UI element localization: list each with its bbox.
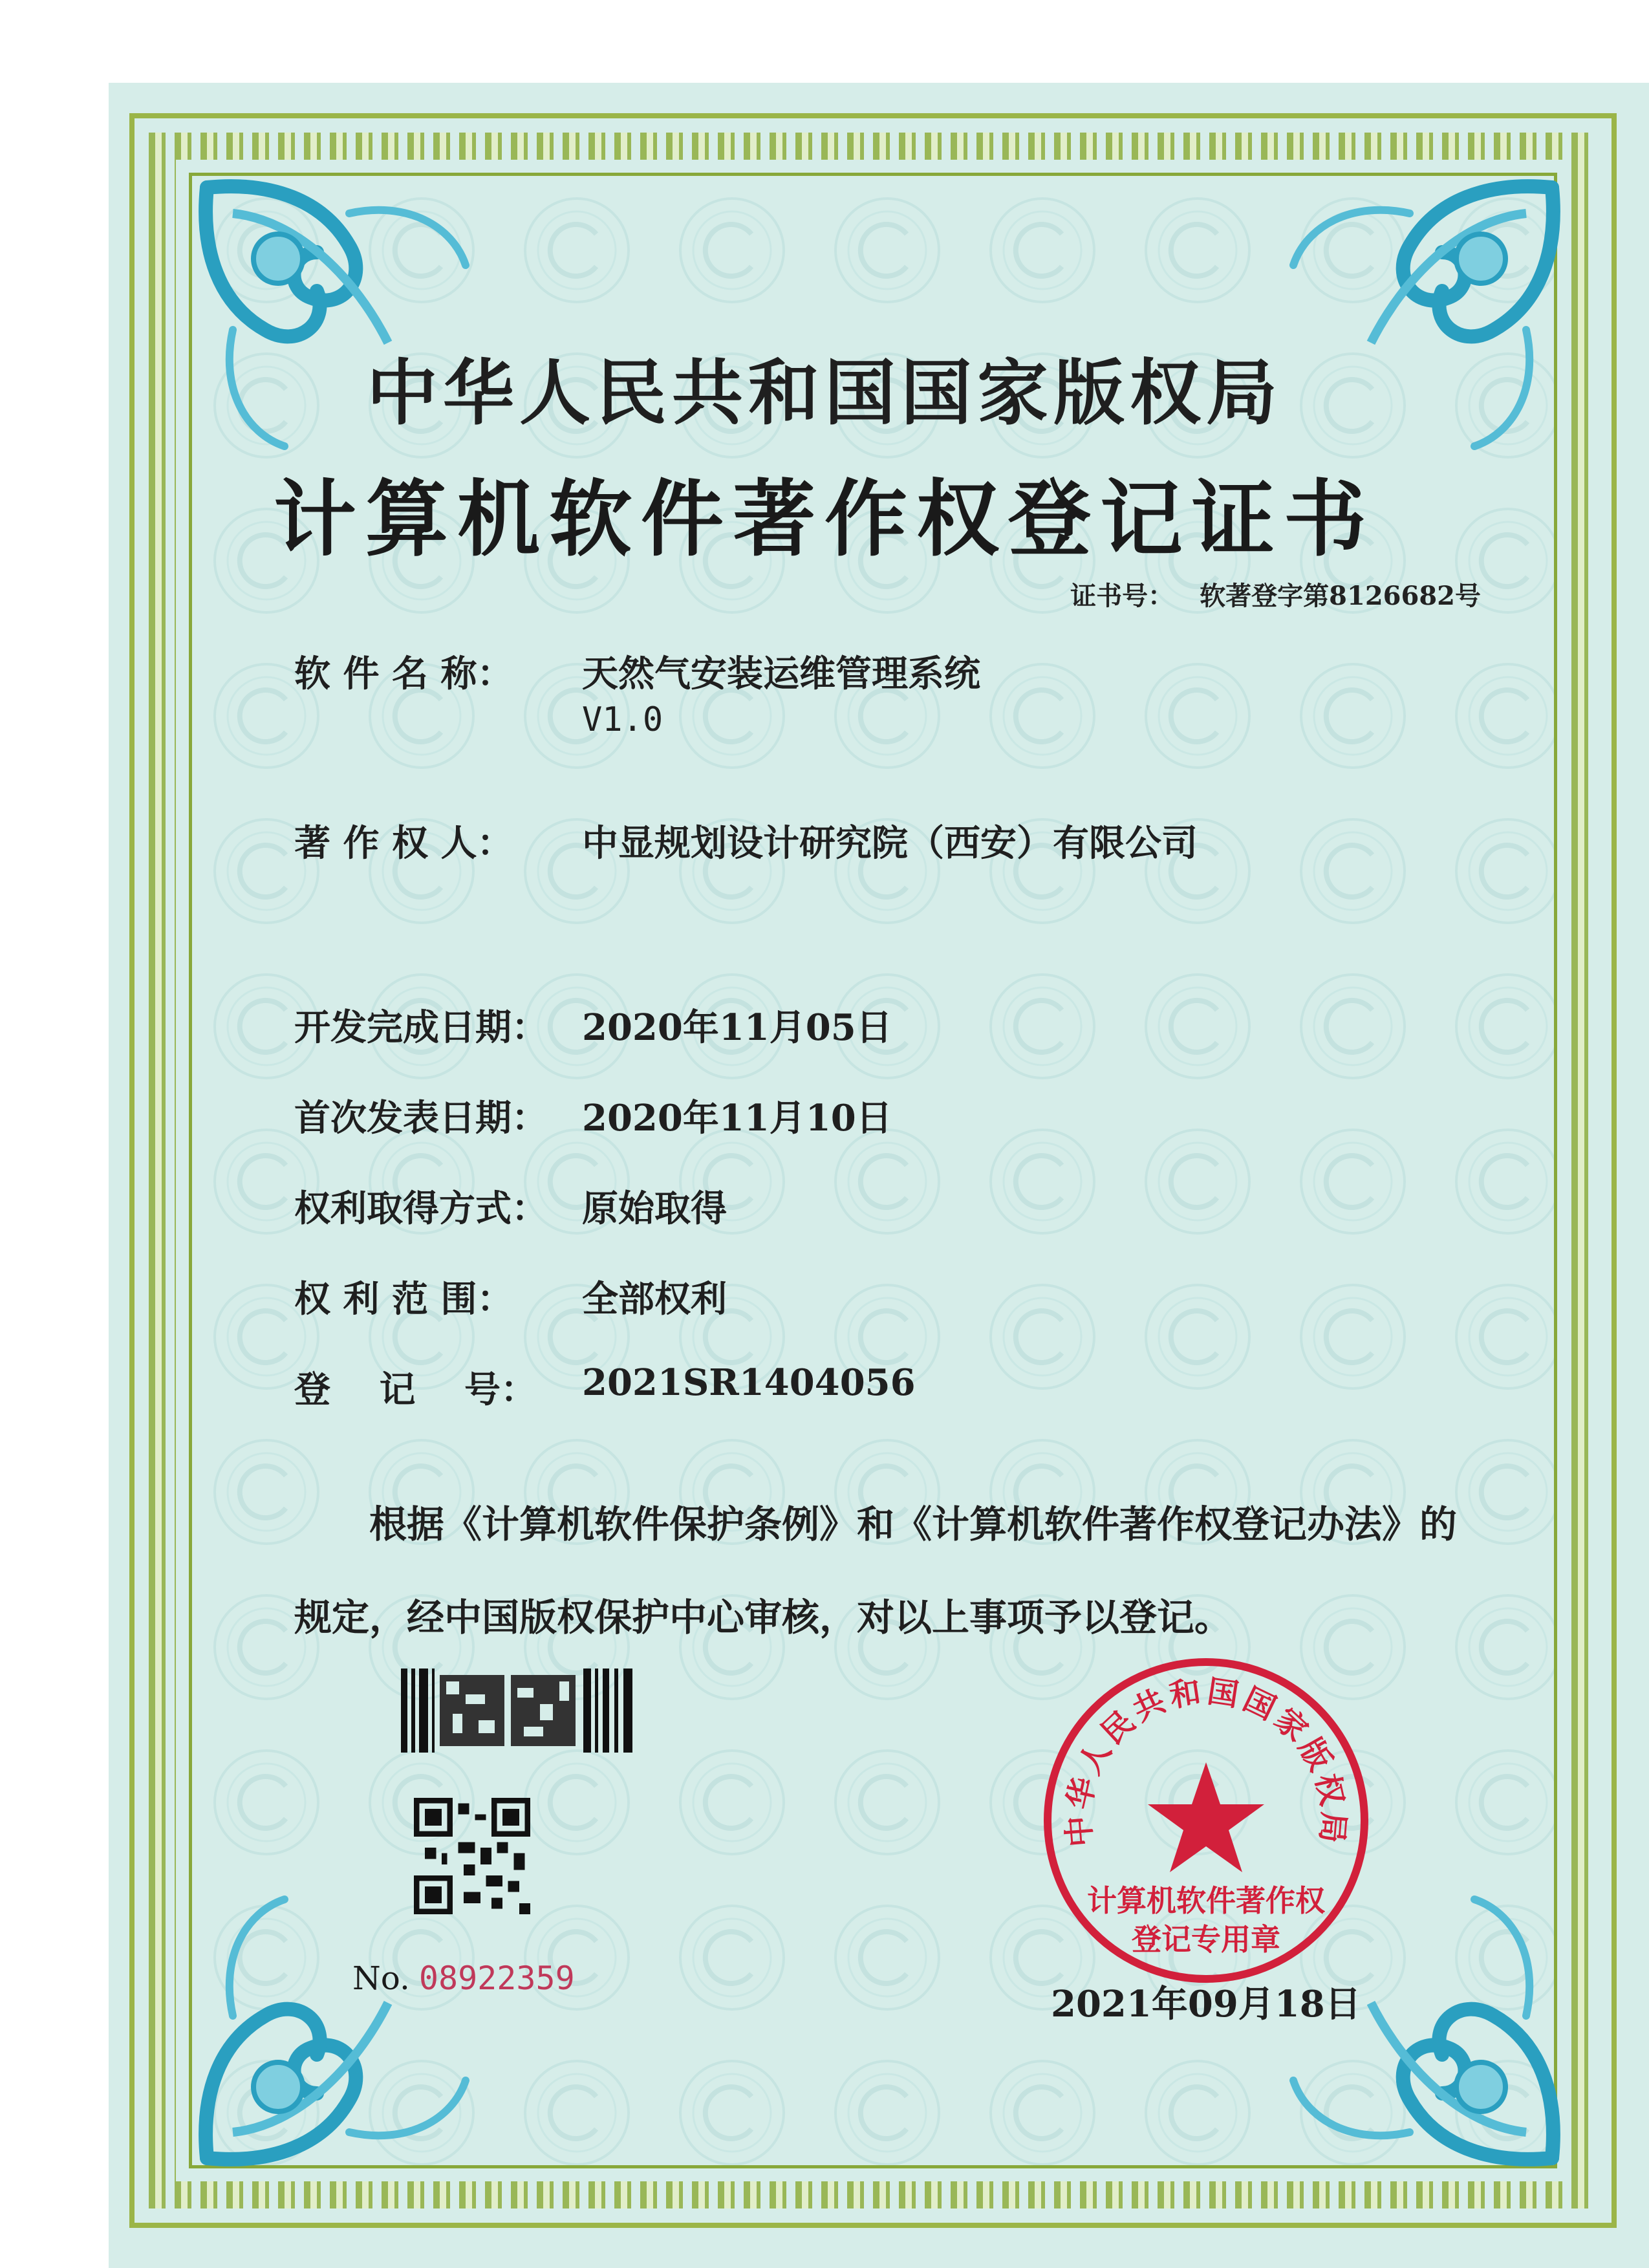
field-value [582,645,980,740]
field-value: 2020年11月10日 [582,1097,892,1139]
certificate-title: 计算机软件著作权登记证书 [273,471,1375,568]
barcode [401,1669,634,1753]
seal-line-1: 计算机软件著作权 [1087,1883,1325,1918]
field-value: 2021SR1404056 [582,1361,916,1404]
statement-line-2: 规定，经中国版权保护中心审核，对以上事项予以登记。 [294,1595,1233,1639]
certificate-number [1070,576,1481,612]
serial-number-value: 08922359 [418,1960,575,1997]
issue-date: 2021年09月18日 [1051,1983,1361,2025]
field-label: 著 作 权 人： [294,822,513,865]
issuer-title: 中华人民共和国国家版权局 [367,351,1282,435]
field-value: 中显规划设计研究院（西安）有限公司 [582,822,1198,865]
field-label: 权 利 范 围： [294,1278,513,1321]
certificate-number-value: 软著登字第8126682号 [1200,581,1481,611]
field-rights-acquisition-method [294,1180,727,1232]
serial-number [352,1960,575,1997]
certificate-number-label: 证书号： [1070,581,1174,611]
field-label: 开发完成日期： [294,1006,548,1049]
statement-line-1: 根据《计算机软件保护条例》和《计算机软件著作权登记办法》的 [369,1502,1458,1546]
qr-code [414,1798,530,1914]
serial-prefix: No. [352,1960,410,1997]
field-label: 首次发表日期： [294,1097,548,1139]
field-label: 权利取得方式： [294,1187,548,1230]
field-registration-number [294,1361,916,1413]
registration-statement [294,1478,1523,1664]
field-software-name [294,645,980,740]
field-copyright-owner [294,815,1198,867]
field-value: 全部权利 [582,1278,727,1321]
field-label: 软 件 名 称： [294,653,513,695]
software-name-value: 天然气安装运维管理系统 [582,653,980,695]
corner-ornament-bottom-left [194,1874,491,2171]
seal-line-2: 登记专用章 [1132,1922,1280,1957]
field-development-completion-date [294,999,892,1051]
seal-ring-text: 中华人民共和国国家版权局 [1060,1673,1352,1848]
field-rights-scope [294,1271,727,1323]
field-label: 登 记 号： [294,1368,537,1411]
field-first-publication-date [294,1090,892,1141]
official-seal [1038,1652,1374,1989]
field-value: 2020年11月05日 [582,1006,892,1049]
software-version-value: V1.0 [582,700,663,739]
field-value: 原始取得 [582,1187,727,1230]
star-icon [1148,1762,1264,1872]
